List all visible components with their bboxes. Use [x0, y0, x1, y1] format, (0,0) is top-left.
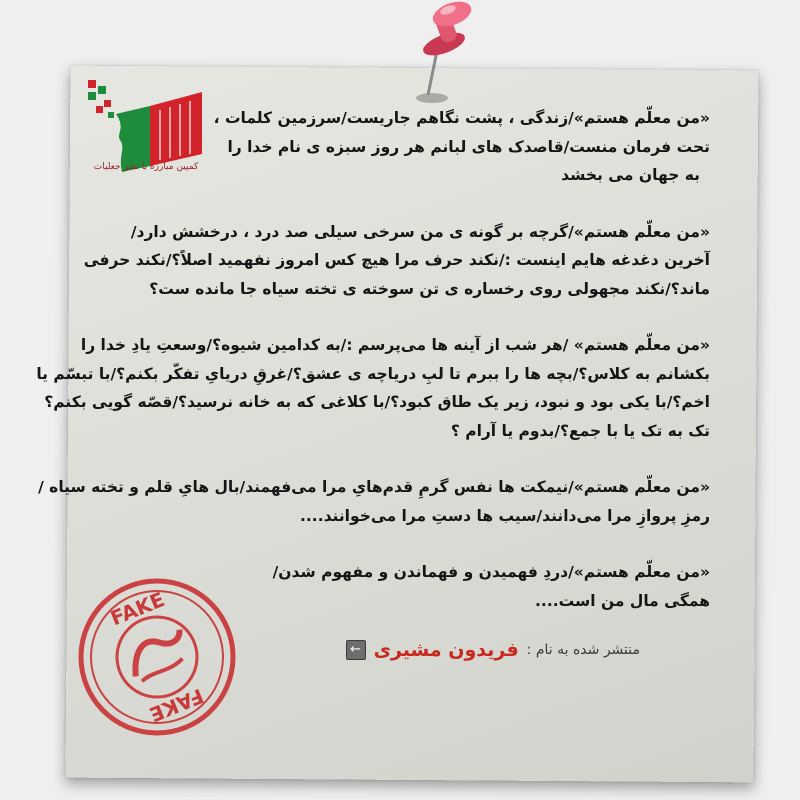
poem-stanza — [90, 104, 710, 190]
fake-stamp — [72, 572, 242, 742]
poem-line: «من معلّم هستم»/نیمکت ها نفس گرمِ قدم‌هایِ مرا می‌فهمند/بال هایِ قلم و تخته سیاه / — [38, 478, 710, 496]
stamp-text-top: FAKE — [107, 587, 168, 631]
poem-line: تک به تک یا با جمع؟/بدوم یا آرام ؟ — [450, 421, 710, 440]
poem-line: «من معلّم هستم» /هر شب از آینه ها می‌پرسم :/به کدامین شیوه؟/وسعتِ یادِ خدا را — [80, 336, 710, 354]
poem-line: همگی مال من است.... — [535, 591, 710, 610]
push-pin-icon — [380, 0, 490, 110]
poem-line: تحت فرمان منست/قاصدک های لبانم هر روز سبزه ی نام خدا را — [227, 137, 710, 156]
poem-line: به جهان می بخشد — [561, 166, 700, 184]
poem-line: «من معلّم هستم»/زندگی ، پشت نگاهم جاریست/سرزمین کلمات ، — [213, 109, 710, 127]
poem-line: «من معلّم هستم»/گرچه بر گونه ی من سرخی سیلی صد درد ، درخشش دارد/ — [130, 222, 710, 241]
poem-line: «من معلّم هستم»/دردِ فهمیدن و فهماندن و مفهوم شدن/ — [272, 563, 710, 581]
poem-stanza — [38, 473, 710, 530]
poem-text — [36, 104, 710, 643]
attribution-author: فریدون مشیری — [373, 639, 519, 661]
arrow-left-icon: ← — [346, 640, 366, 660]
attribution — [300, 632, 640, 668]
poem-line: ماند؟/نکند مجهولی روی رخساره ی تن سوخته ی تخته سیاه جا مانده ست؟ — [149, 279, 710, 298]
poem-line: رمزِ پروازِ مرا می‌دانند/سیب ها دستِ مرا می‌خوانند.... — [300, 506, 710, 525]
poem-line: آخرین دغدغه هایم اینست :/نکند حرف مرا هیچ کس امروز نفهمید اصلاً؟/نکند حرفی — [83, 251, 710, 269]
stamp-text-bottom: FAKE — [146, 683, 207, 727]
poem-line: اخم؟/با یکی بود و نبود، زیر یک طاق کبود؟/با کلاغی که به خانه نرسید؟/قصّه گویی بکنم؟ — [44, 393, 710, 411]
attribution-label: منتشر شده به نام : — [526, 642, 640, 658]
poem-stanza — [83, 218, 710, 304]
logo-caption: کمپین مبارزه با نشر جعلیات — [93, 162, 199, 172]
poem-stanza — [36, 331, 710, 445]
poem-line: بکشانم به کلاس؟/بچه ها را ببرم تا لبِ دریاچه ی عشق؟/غرقِ دریایِ تفکّر بکنم؟/با تبسّم یا — [36, 364, 710, 383]
